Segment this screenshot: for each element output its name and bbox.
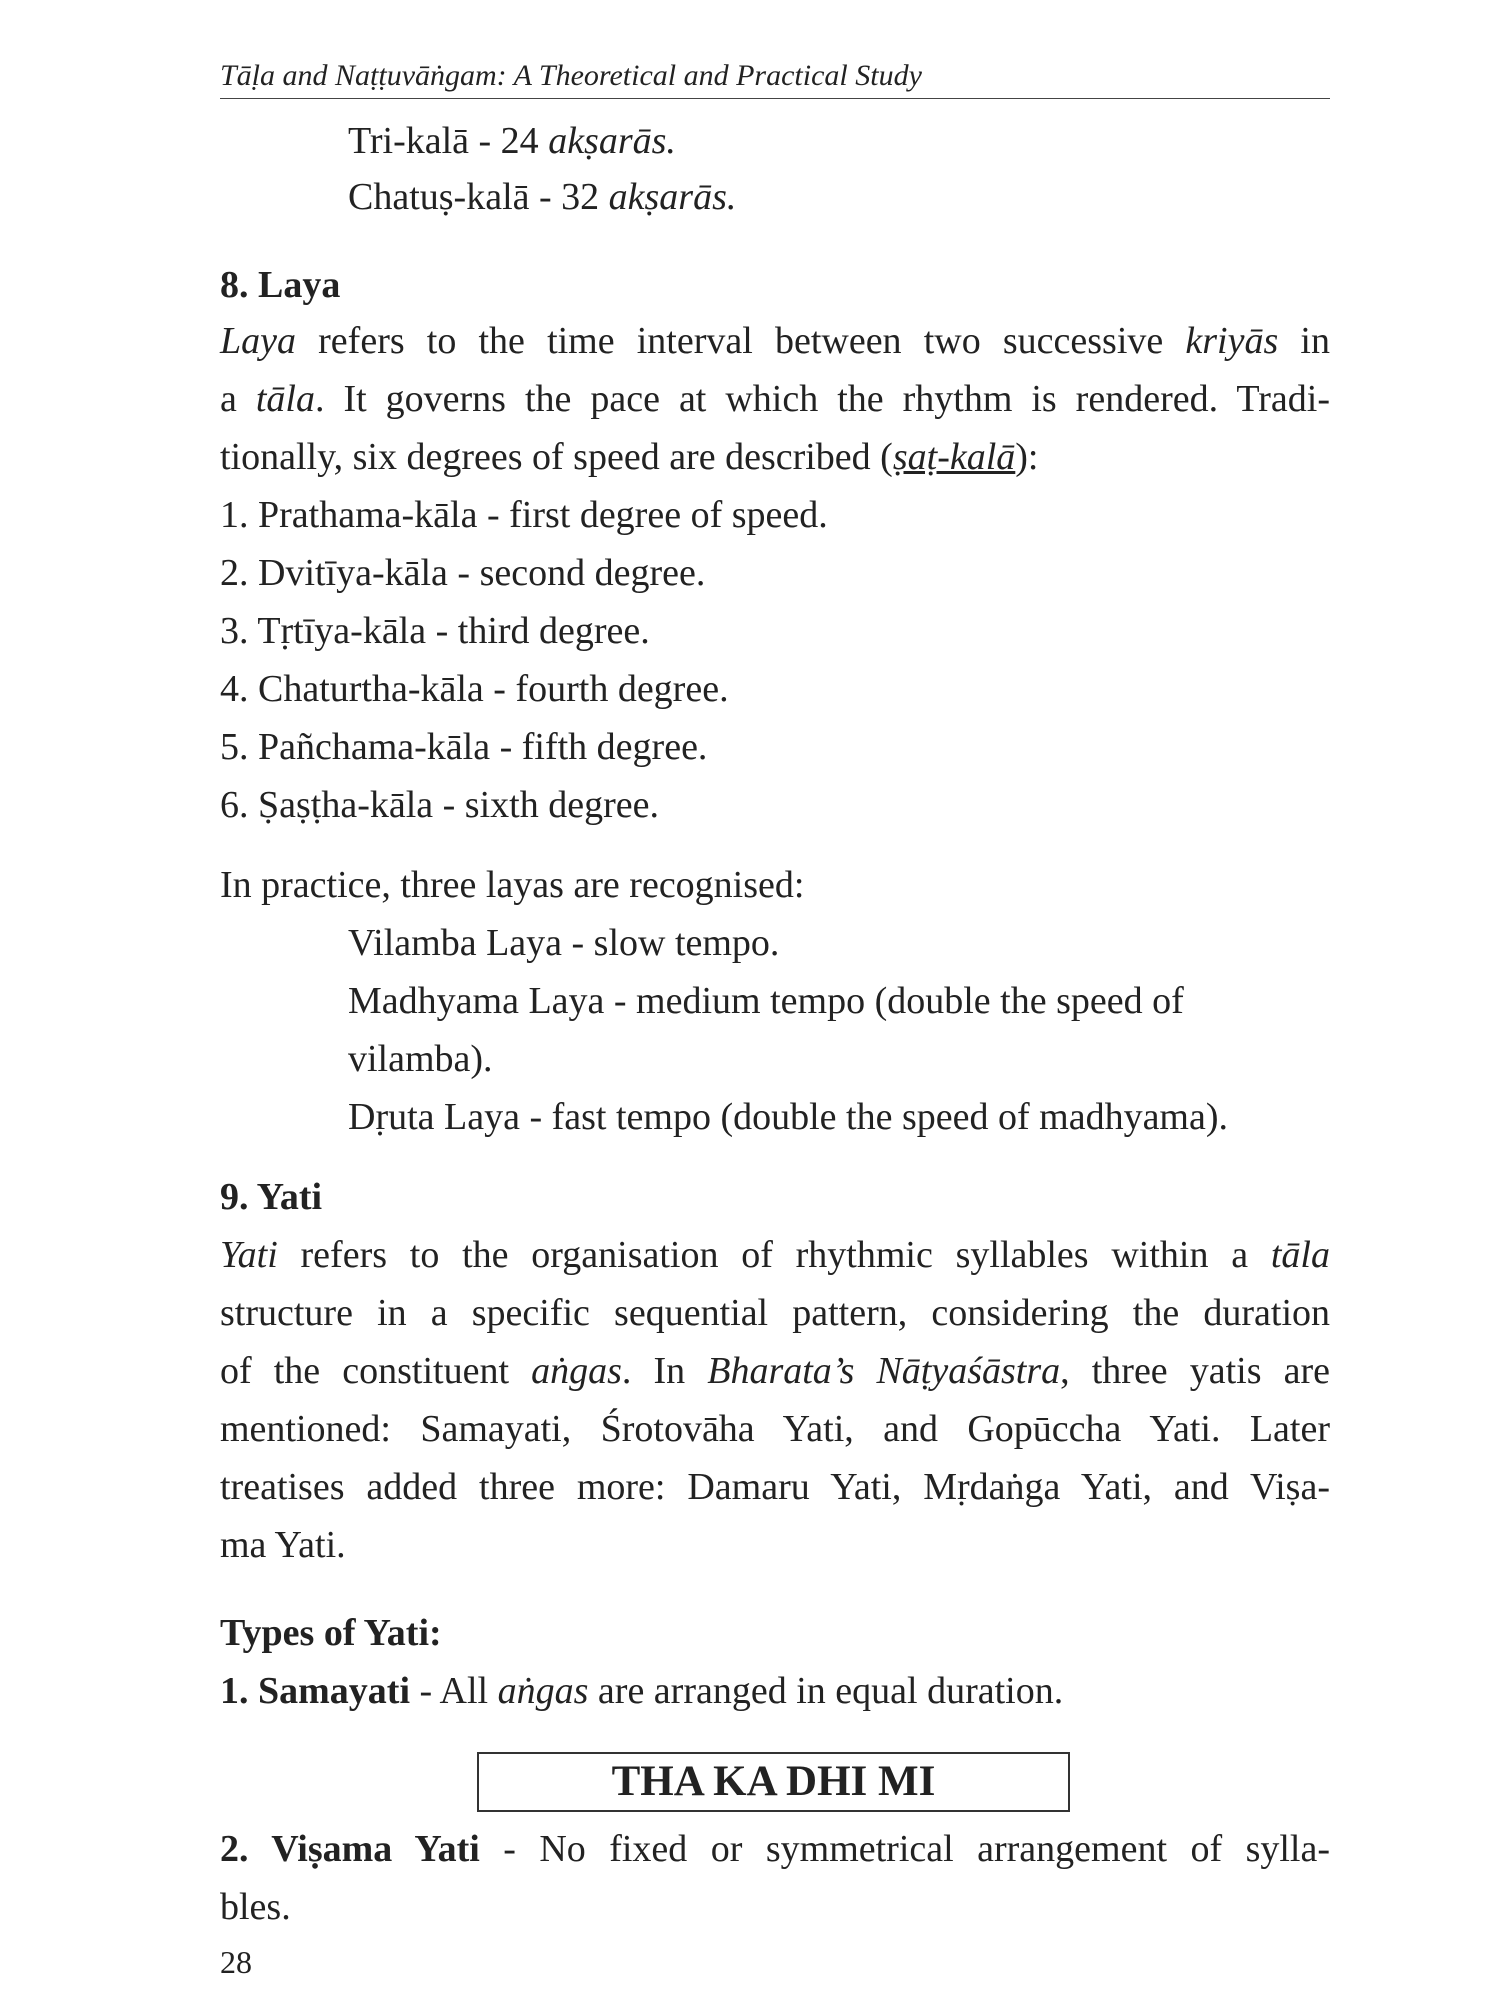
yati-paragraph-line: Yati refers to the organisation of rhythmic syllables within a tāla <box>220 1234 1330 1276</box>
speed-degree-item: 3. Tṛtīya-kāla - third degree. <box>220 610 650 652</box>
laya-paragraph-line: tionally, six degrees of speed are described (ṣaṭ-kalā): <box>220 436 1039 478</box>
syllable-box: THA KA DHI MI <box>477 1752 1070 1812</box>
running-header: Tāḷa and Naṭṭuvāṅgam: A Theoretical and Practical Study <box>220 56 1330 99</box>
section-heading-yati: 9. Yati <box>220 1176 323 1218</box>
laya-paragraph-line: Laya refers to the time interval between two successive kriyās in <box>220 320 1330 362</box>
yati-paragraph-line: structure in a specific sequential pattern, considering the duration <box>220 1292 1330 1334</box>
yati-paragraph-line: treatises added three more: Damaru Yati, Mṛdaṅga Yati, and Viṣa- <box>220 1466 1330 1508</box>
yati-type-item: 1. Samayati - All aṅgas are arranged in equal duration. <box>220 1670 1064 1712</box>
speed-degree-item: 1. Prathama-kāla - first degree of speed. <box>220 494 828 536</box>
yati-type-continuation: bles. <box>220 1886 291 1928</box>
practice-intro: In practice, three layas are recognised: <box>220 864 805 906</box>
kala-line: Chatuṣ-kalā - 32 akṣarās. <box>348 176 737 218</box>
speed-degree-item: 5. Pañchama-kāla - fifth degree. <box>220 726 708 768</box>
section-heading-laya: 8. Laya <box>220 264 341 306</box>
speed-degree-item: 6. Ṣaṣṭha-kāla - sixth degree. <box>220 784 659 826</box>
speed-degree-item: 2. Dvitīya-kāla - second degree. <box>220 552 706 594</box>
tempo-item: Vilamba Laya - slow tempo. <box>348 922 780 964</box>
laya-paragraph-line: a tāla. It governs the pace at which the rhythm is rendered. Tradi- <box>220 378 1330 420</box>
tempo-item: vilamba). <box>348 1038 493 1080</box>
yati-paragraph-line: mentioned: Samayati, Śrotovāha Yati, and Gopūccha Yati. Later <box>220 1408 1330 1450</box>
yati-type-item: 2. Viṣama Yati - No fixed or symmetrical arrangement of sylla- <box>220 1828 1330 1870</box>
page-number: 28 <box>220 1944 252 1980</box>
yati-paragraph-line: of the constituent aṅgas. In Bharata’s Nāṭyaśāstra, three yatis are <box>220 1350 1331 1392</box>
types-heading: Types of Yati: <box>220 1612 442 1654</box>
yati-paragraph-line: ma Yati. <box>220 1524 346 1566</box>
kala-line: Tri-kalā - 24 akṣarās. <box>348 120 676 162</box>
speed-degree-item: 4. Chaturtha-kāla - fourth degree. <box>220 668 729 710</box>
tempo-item: Dṛuta Laya - fast tempo (double the speed of madhyama). <box>348 1096 1229 1138</box>
tempo-item: Madhyama Laya - medium tempo (double the speed of <box>348 980 1184 1022</box>
